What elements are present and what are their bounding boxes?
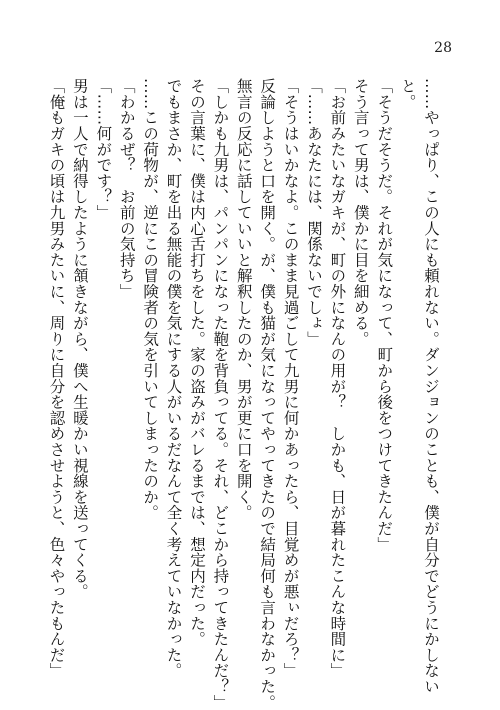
text-line: その言葉に、僕は内心舌打ちをした。家の盗みがバレるまでは、想定内だった。 xyxy=(187,78,206,647)
text-line: 「お前みたいなガキが、町の外になんの用が？ しかも、日が暮れたこんな時間に」 xyxy=(328,78,347,679)
page-number: 28 xyxy=(434,40,452,56)
text-line: 「そうだそうだ。それが気になって、町から後をつけてきたんだ」 xyxy=(375,78,394,552)
text-line: 反論しようと口を開く。が、僕も猫が気になってやってきたので結局何も言わなかった。 xyxy=(258,78,277,710)
text-line: 男は一人で納得したように頷きながら、僕へ生暖かい視線を送ってくる。 xyxy=(70,78,89,600)
text-line: 「……何がです？」 xyxy=(94,78,113,221)
text-line: 無言の反応に話していいと解釈したのか、男が更に口を開く。 xyxy=(234,78,253,521)
text-line: ……この荷物が、逆にこの冒険者の気を引いてしまったのか。 xyxy=(141,78,160,521)
text-line: 「……あなたには、関係ないでしょ」 xyxy=(304,78,323,347)
text-line: そう言って男は、僕かに目を細める。 xyxy=(351,78,370,347)
text-line: 「そうはいかなよ。このまま見過ごして九男に何かあったら、目覚めが悪ぃだろ？」 xyxy=(281,78,300,679)
text-line: 「わかるぜ？ お前の気持ち」 xyxy=(117,78,136,300)
text-line: 「しかも九男は、パンパンになった鞄を背負ってる。それ、どこから持ってきたんだ？」 xyxy=(211,78,230,710)
text-line: ……やっぱり、この人にも頼れない。ダンジョンのことも、僕が自分でどうにかしない xyxy=(422,78,440,695)
vertical-text-body xyxy=(44,78,442,710)
text-line: でもまさか、町を出る無能の僕を気にする人がいるだなんて全く考えていなかった。 xyxy=(164,78,183,679)
text-line: 「俺もガキの頃は九男みたいに、周りに自分を認めさせようと、色々やったもんだ」 xyxy=(47,78,66,679)
text-line: と。 xyxy=(398,78,417,110)
